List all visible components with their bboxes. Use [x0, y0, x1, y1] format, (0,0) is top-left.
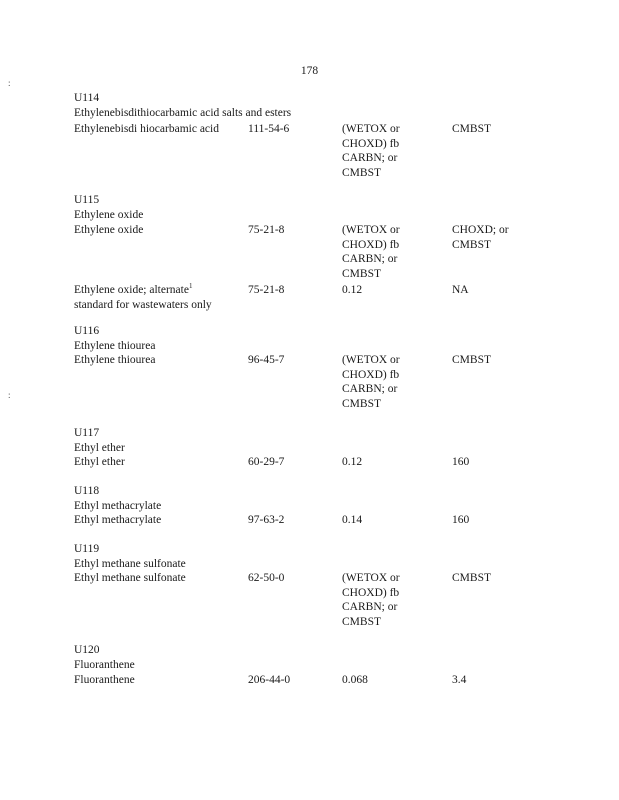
constituent-name — [74, 353, 244, 368]
name-line: Ethylene thiourea — [74, 354, 156, 366]
wastewater-standard — [342, 673, 450, 688]
name-line: Ethyl methacrylate — [74, 514, 162, 526]
waste-code: U115 — [74, 194, 100, 206]
nonwastewater-line: 160 — [452, 514, 470, 526]
nonwastewater-standard — [452, 223, 572, 252]
constituent-name — [74, 455, 244, 470]
nonwastewater-standard — [452, 283, 572, 298]
wastewater-line: CMBST — [342, 267, 381, 280]
margin-mark: : — [8, 390, 11, 400]
constituent-group: Ethyl methacrylate — [74, 499, 162, 512]
constituent-group: Ethylenebisdithiocarbamic acid salts and esters — [74, 106, 292, 119]
wastewater-line: CHOXD) fb — [342, 238, 400, 251]
wastewater-line: CMBST — [342, 166, 381, 179]
nonwastewater-line: CMBST — [452, 354, 491, 366]
wastewater-line: CHOXD) fb — [342, 586, 400, 599]
nonwastewater-standard — [452, 513, 572, 528]
cas-number: 96-45-7 — [248, 354, 285, 366]
wastewater-line: (WETOX or — [342, 224, 400, 236]
wastewater-line: CARBN; or — [342, 152, 398, 164]
cas-number: 75-21-8 — [248, 224, 285, 236]
nonwastewater-standard — [452, 673, 572, 688]
nonwastewater-standard — [452, 122, 572, 137]
nonwastewater-line: CHOXD; or — [452, 224, 509, 236]
constituent-group: Ethyl methane sulfonate — [74, 557, 186, 570]
waste-code: U120 — [74, 644, 100, 656]
wastewater-line: 0.14 — [342, 514, 363, 526]
wastewater-line: CHOXD) fb — [342, 137, 400, 150]
wastewater-standard — [342, 513, 450, 528]
name-line: Fluoranthene — [74, 674, 135, 686]
constituent-group: Ethylene oxide — [74, 208, 144, 221]
footnote-mark: 1 — [188, 282, 193, 291]
cas-number: 60-29-7 — [248, 456, 285, 468]
nonwastewater-line: CMBST — [452, 572, 491, 584]
wastewater-line: (WETOX or — [342, 354, 400, 366]
name-line: Ethyl methane sulfonate — [74, 572, 186, 584]
name-line: Ethylene oxide — [74, 224, 144, 236]
wastewater-line: CMBST — [342, 397, 381, 410]
waste-code: U117 — [74, 427, 100, 439]
constituent-name — [74, 571, 244, 586]
waste-code: U118 — [74, 485, 100, 497]
nonwastewater-standard — [452, 571, 572, 586]
nonwastewater-line: NA — [452, 284, 469, 296]
wastewater-standard — [342, 353, 450, 411]
wastewater-line: CHOXD) fb — [342, 368, 400, 381]
page-number: 178 — [300, 65, 319, 77]
wastewater-standard — [342, 571, 450, 629]
name-line: Ethylene oxide; alternate$^1$ — [74, 282, 193, 296]
constituent-name — [74, 122, 244, 137]
nonwastewater-line: CMBST — [452, 123, 491, 135]
name-line: standard for wastewaters only — [74, 298, 212, 311]
name-line: Ethyl ether — [74, 456, 125, 468]
constituent-group: Fluoranthene — [74, 658, 135, 671]
nonwastewater-line: CMBST — [452, 238, 491, 251]
constituent-name — [74, 283, 244, 312]
constituent-group: Ethyl ether — [74, 441, 125, 454]
wastewater-line: 0.12 — [342, 456, 363, 468]
constituent-group: Ethylene thiourea — [74, 339, 156, 352]
cas-number: 97-63-2 — [248, 514, 285, 526]
constituent-name — [74, 673, 244, 688]
wastewater-line: 0.12 — [342, 284, 363, 296]
cas-number: 111-54-6 — [248, 123, 290, 135]
wastewater-line: CARBN; or — [342, 253, 398, 265]
cas-number: 62-50-0 — [248, 572, 285, 584]
waste-code: U116 — [74, 325, 100, 337]
name-line: Ethylenebisdi hiocarbamic acid — [74, 123, 219, 135]
constituent-name — [74, 223, 244, 238]
wastewater-standard — [342, 122, 450, 180]
nonwastewater-line: 3.4 — [452, 674, 467, 686]
wastewater-line: 0.068 — [342, 674, 368, 686]
wastewater-standard — [342, 455, 450, 470]
wastewater-standard — [342, 283, 450, 298]
wastewater-line: (WETOX or — [342, 572, 400, 584]
wastewater-line: CMBST — [342, 615, 381, 628]
cas-number: 75-21-8 — [248, 284, 285, 296]
waste-code: U114 — [74, 92, 100, 104]
waste-code: U119 — [74, 543, 100, 555]
cas-number: 206-44-0 — [248, 674, 291, 686]
wastewater-line: CARBN; or — [342, 601, 398, 613]
wastewater-standard — [342, 223, 450, 281]
nonwastewater-standard — [452, 353, 572, 368]
margin-mark: : — [8, 78, 11, 88]
constituent-name — [74, 513, 244, 528]
nonwastewater-standard — [452, 455, 572, 470]
wastewater-line: CARBN; or — [342, 383, 398, 395]
nonwastewater-line: 160 — [452, 456, 470, 468]
wastewater-line: (WETOX or — [342, 123, 400, 135]
